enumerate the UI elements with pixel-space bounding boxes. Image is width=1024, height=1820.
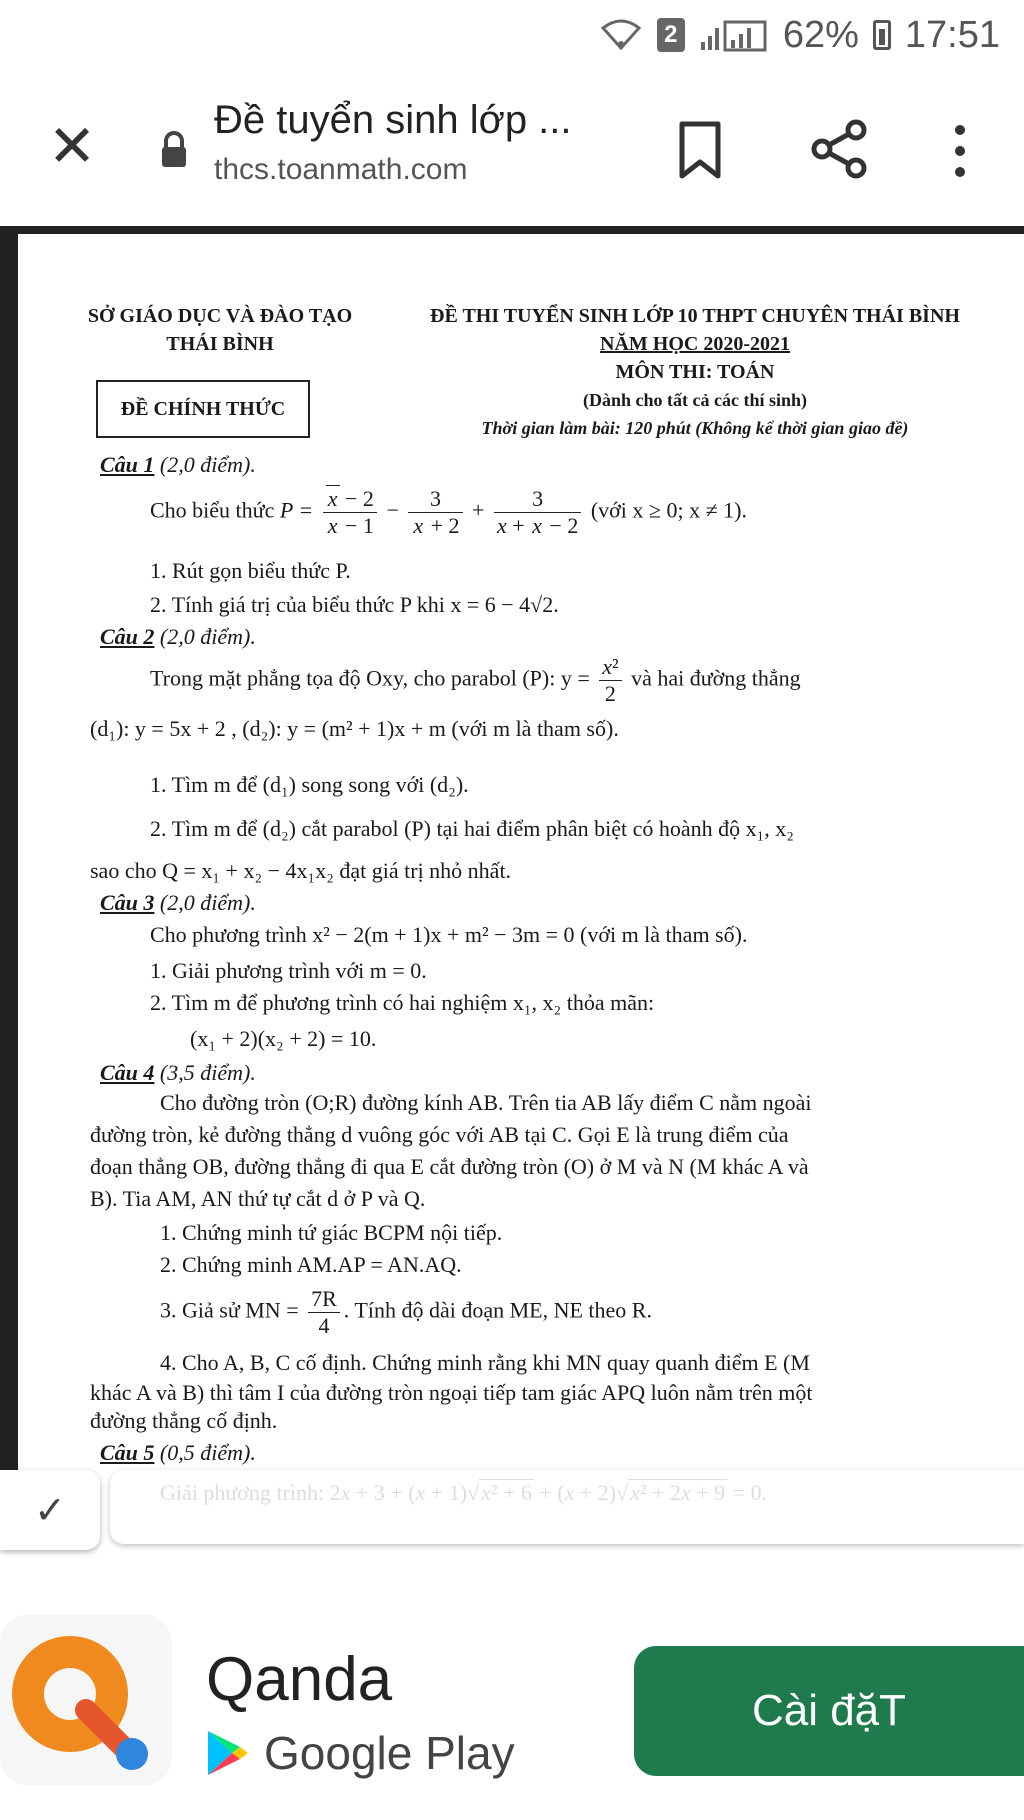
q4-item-3b: . Tính độ dài đoạn ME, NE theo R. [343,1297,652,1323]
school-year: NĂM HỌC 2020-2021 [600,333,790,355]
q2-line-1a: Trong mặt phẳng tọa độ Oxy, cho parabol (P): y = [150,665,590,691]
official-label: ĐỀ CHÍNH THỨC [96,380,310,438]
page-url: thcs.toanmath.com [214,153,468,186]
q1-heading-line [100,452,256,478]
share-icon [808,118,870,180]
q2-line-1b: và hai đường thẳng [631,665,801,691]
status-bar [0,0,1024,70]
q2-heading: Câu 2 [100,624,155,649]
battery-percent: 62% [782,13,859,56]
subject: MÔN THI: TOÁN [615,361,775,383]
document-top-edge [0,226,1024,234]
q1-condition: (với x ≥ 0; x ≠ 1). [590,497,748,523]
q4-para-3: đoạn thẳng OB, đường thẳng đi qua E cắt đường tròn (O) ở M và N (M khác A và [90,1154,809,1179]
share-button[interactable] [808,118,870,180]
q4-item-4b: khác A và B) thì tâm I của đường tròn ngoại tiếp tam giác APQ luôn nằm trên một [90,1380,813,1405]
title-block[interactable] [214,98,634,187]
battery-icon [873,20,891,50]
dept-name: SỞ GIÁO DỤC VÀ ĐÀO TẠO [87,305,353,327]
q3-item-1: 1. Giải phương trình với m = 0. [150,958,427,983]
exam-document [40,240,1000,1480]
sim-badge: 2 [657,18,685,52]
bookmark-button[interactable] [676,120,724,180]
browser-toolbar [0,80,1024,220]
q4-item-4a: 4. Cho A, B, C cố định. Chứng minh rằng khi MN quay quanh điểm E (M [160,1350,810,1375]
more-vert-icon [940,120,980,182]
clock: 17:51 [904,13,1000,56]
header-left [50,302,390,358]
ad-store-label: Google Play [264,1727,515,1779]
q3-heading-line [100,890,256,916]
more-options-button[interactable] [940,120,980,182]
target-audience: (Dành cho tất cả các thí sinh) [583,390,807,410]
q2-line-2: (d₁): y = 5x + 2 , (d₂): y = (m² + 1)x + m (với m là tham số). [90,716,619,741]
q5-heading: Câu 5 [100,1440,155,1465]
q3-points: (2,0 điểm). [159,890,256,915]
suggestion-field[interactable] [110,1470,1024,1544]
qanda-logo-icon[interactable] [0,1614,172,1786]
q4-item-4c: đường thẳng cố định. [90,1408,278,1433]
ad-app-name: Qanda [206,1645,393,1714]
q5-heading-line [100,1440,256,1466]
q1-item-1: 1. Rút gọn biểu thức P. [150,558,351,583]
install-button[interactable]: Cài đặT [634,1646,1024,1776]
google-play-icon [206,1729,250,1777]
wifi-icon [599,18,643,52]
q4-heading: Câu 4 [100,1060,155,1085]
time-limit: Thời gian làm bài: 120 phút (Không kể thời gian giao đề) [481,418,909,438]
q2-heading-line [100,624,256,650]
q3-item-2b: (x₁ + 2)(x₂ + 2) = 10. [190,1026,377,1051]
q2-item-2b: sao cho Q = x₁ + x₂ − 4x₁x₂ đạt giá trị nhỏ nhất. [90,858,512,883]
q2-item-1: 1. Tìm m để (d₁) song song với (d₂). [150,772,469,797]
header-right [380,302,1010,442]
q1-expression-line: Cho biểu thức P = $\frac{x - 2}{x - 1}$ − $\frac{3}{x + 2}$ + $\frac{3}{x + x - 2}$ (với x ≥ 0; x ≠ 1). [150,486,748,538]
lock-icon [160,130,188,170]
q4-item-2: 2. Chứng minh AM.AP = AN.AQ. [160,1252,462,1277]
q2-item-2: 2. Tìm m để (d₂) cắt parabol (P) tại hai điểm phân biệt có hoành độ x₁, x₂ [150,816,794,841]
q4-para-4: B). Tia AM, AN thứ tự cắt d ở P và Q. [90,1186,426,1211]
page-title: Đề tuyển sinh lớp ... [214,98,572,142]
q5-points: (0,5 điểm). [159,1440,256,1465]
q1-item-2: 2. Tính giá trị của biểu thức P khi x = 6 − 4√2. [150,592,559,617]
q3-line-1: Cho phương trình x² − 2(m + 1)x + m² − 3m = 0 (với m là tham số). [150,922,748,947]
q3-item-2: 2. Tìm m để phương trình có hai nghiệm x₁, x₂ thỏa mãn: [150,990,655,1015]
q1-intro: Cho biểu thức [150,497,275,523]
q2-points: (2,0 điểm). [159,624,256,649]
ad-store [206,1726,515,1780]
q4-item-3a: 3. Giả sử MN = [160,1297,299,1323]
q4-item-1: 1. Chứng minh tứ giác BCPM nội tiếp. [160,1220,503,1245]
q4-para-1: Cho đường tròn (O;R) đường kính AB. Trên tia AB lấy điểm C nằm ngoài [160,1090,812,1115]
q4-heading-line [100,1060,256,1086]
exam-title: ĐỀ THI TUYỂN SINH LỚP 10 THPT CHUYÊN THÁI BÌNH [430,305,960,327]
q4-points: (3,5 điểm). [159,1060,256,1085]
province-name: THÁI BÌNH [166,333,274,355]
signal-icon [699,18,769,52]
check-icon: ✓ [34,1488,66,1532]
q4-para-2: đường tròn, kẻ đường thẳng d vuông góc với AB tại C. Gọi E là trung điểm của [90,1122,789,1147]
close-button[interactable]: ✕ [47,112,97,180]
q1-heading: Câu 1 [100,452,155,477]
q3-heading: Câu 3 [100,890,155,915]
q2-line-1: Trong mặt phẳng tọa độ Oxy, cho parabol (P): y = $\frac{\text{x²}}{2}$ và hai đường thẳng [150,654,801,706]
bookmark-icon [676,120,724,180]
q1-points: (2,0 điểm). [159,452,256,477]
check-button[interactable] [0,1470,100,1550]
document-left-edge [0,228,18,1528]
q4-item-3: 3. Giả sử MN = $\frac{7R}{4}$ . Tính độ dài đoạn ME, NE theo R. [160,1286,652,1338]
